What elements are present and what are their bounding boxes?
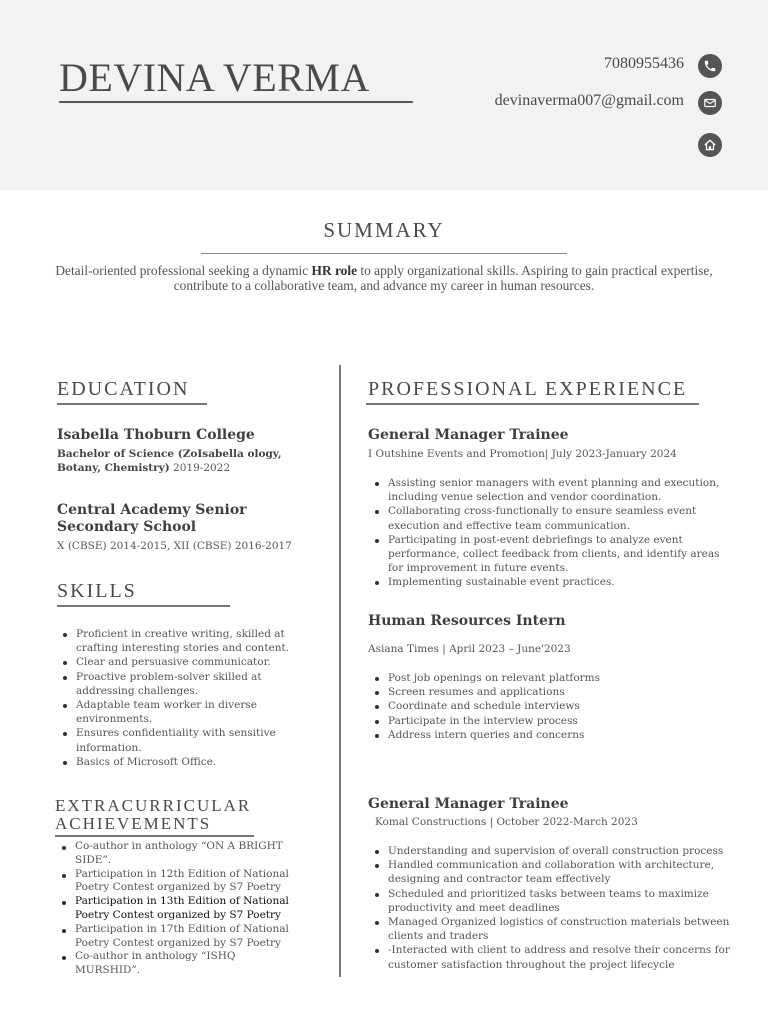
education-heading: EDUCATION [57, 378, 190, 400]
list-item: Co-author in anthology “ON A BRIGHT SIDE”. [75, 840, 303, 868]
education-details: X (CBSE) 2014-2015, XII (CBSE) 2016-2017 [57, 540, 292, 552]
list-item: Handled communication and collaboration with architecture, designing and contractor team effectively [388, 858, 733, 886]
name-underline [59, 101, 413, 103]
summary-text: Detail-oriented professional seeking a dynamic HR role to apply organizational skills. Aspiring to gain practical expertise, contribute to a collaborative team, and advance my career in human resources. [55, 263, 713, 293]
list-item: Proficient in creative writing, skilled at crafting interesting stories and content. [76, 627, 316, 655]
extracurricular-list [75, 840, 303, 978]
job-org: Komal Constructions | October 2022-March 2023 [375, 816, 638, 828]
list-item: Basics of Microsoft Office. [76, 755, 316, 769]
experience-underline [366, 403, 699, 405]
job-role: General Manager Trainee [368, 427, 569, 443]
job-bullets [388, 476, 726, 590]
job-org: I Outshine Events and Promotion| July 2023-January 2024 [368, 448, 677, 460]
list-item: Co-author in anthology “ISHQ MURSHID”. [75, 950, 303, 978]
job-role: General Manager Trainee [368, 796, 569, 812]
education-school: Central Academy Senior Secondary School [57, 502, 247, 535]
experience-heading: PROFESSIONAL EXPERIENCE [368, 378, 688, 400]
list-item: -Interacted with client to address and resolve their concerns for customer satisfaction throughout the project lifecycle [388, 943, 733, 971]
phone-icon [698, 54, 722, 78]
list-item: Participation in 17th Edition of National Poetry Contest organized by S7 Poetry [75, 923, 303, 951]
education-school: Isabella Thoburn College [57, 427, 255, 443]
extracurricular-underline [55, 835, 254, 837]
summary-underline [201, 253, 567, 254]
column-divider [339, 365, 341, 977]
list-item: Implementing sustainable event practices. [388, 575, 726, 589]
list-item: Address intern queries and concerns [388, 728, 726, 742]
candidate-name: DEVINA VERMA [59, 55, 370, 100]
mail-icon [698, 91, 722, 115]
list-item: Understanding and supervision of overall construction process [388, 844, 733, 858]
list-item: Participating in post-event debriefings to analyze event performance, collect feedback from clients, and identify areas for improvement in future events. [388, 533, 726, 576]
summary-heading: SUMMARY [323, 218, 445, 242]
list-item: Adaptable team worker in diverse environments. [76, 698, 316, 726]
list-item: Participate in the interview process [388, 714, 726, 728]
list-item: Screen resumes and applications [388, 685, 726, 699]
skills-list [76, 627, 316, 769]
list-item: Coordinate and schedule interviews [388, 699, 726, 713]
email-address[interactable]: devinaverma007@gmail.com [494, 92, 684, 109]
job-role: Human Resources Intern [368, 613, 566, 629]
list-item: Scheduled and prioritized tasks between teams to maximize productivity and meet deadlines [388, 887, 733, 915]
education-degree: Bachelor of Science (ZoIsabella ology, Botany, Chemistry) 2019-2022 [57, 448, 282, 474]
phone-number[interactable]: 7080955436 [604, 55, 684, 72]
list-item: Proactive problem-solver skilled at addressing challenges. [76, 670, 316, 698]
job-org: Asiana Times | April 2023 – June'2023 [368, 643, 571, 655]
skills-underline [57, 605, 230, 607]
job-bullets [388, 844, 733, 972]
list-item: Clear and persuasive communicator. [76, 655, 316, 669]
list-item: Assisting senior managers with event planning and execution, including venue selection and vendor coordination. [388, 476, 726, 504]
list-item: Post job openings on relevant platforms [388, 671, 726, 685]
list-item: Managed Organized logistics of construction materials between clients and traders [388, 915, 733, 943]
extracurricular-heading: EXTRACURRICULAR ACHIEVEMENTS [55, 796, 252, 833]
list-item: Participation in 12th Edition of National Poetry Contest organized by S7 Poetry [75, 868, 303, 896]
list-item: Ensures confidentiality with sensitive information. [76, 726, 316, 754]
list-item: Collaborating cross-functionally to ensure seamless event execution and effective team communication. [388, 504, 726, 532]
job-bullets [388, 671, 726, 742]
list-item: Participation in 13th Edition of National Poetry Contest organized by S7 Poetry [75, 895, 303, 923]
education-underline [57, 403, 207, 405]
skills-heading: SKILLS [57, 580, 137, 602]
home-icon [698, 133, 722, 157]
